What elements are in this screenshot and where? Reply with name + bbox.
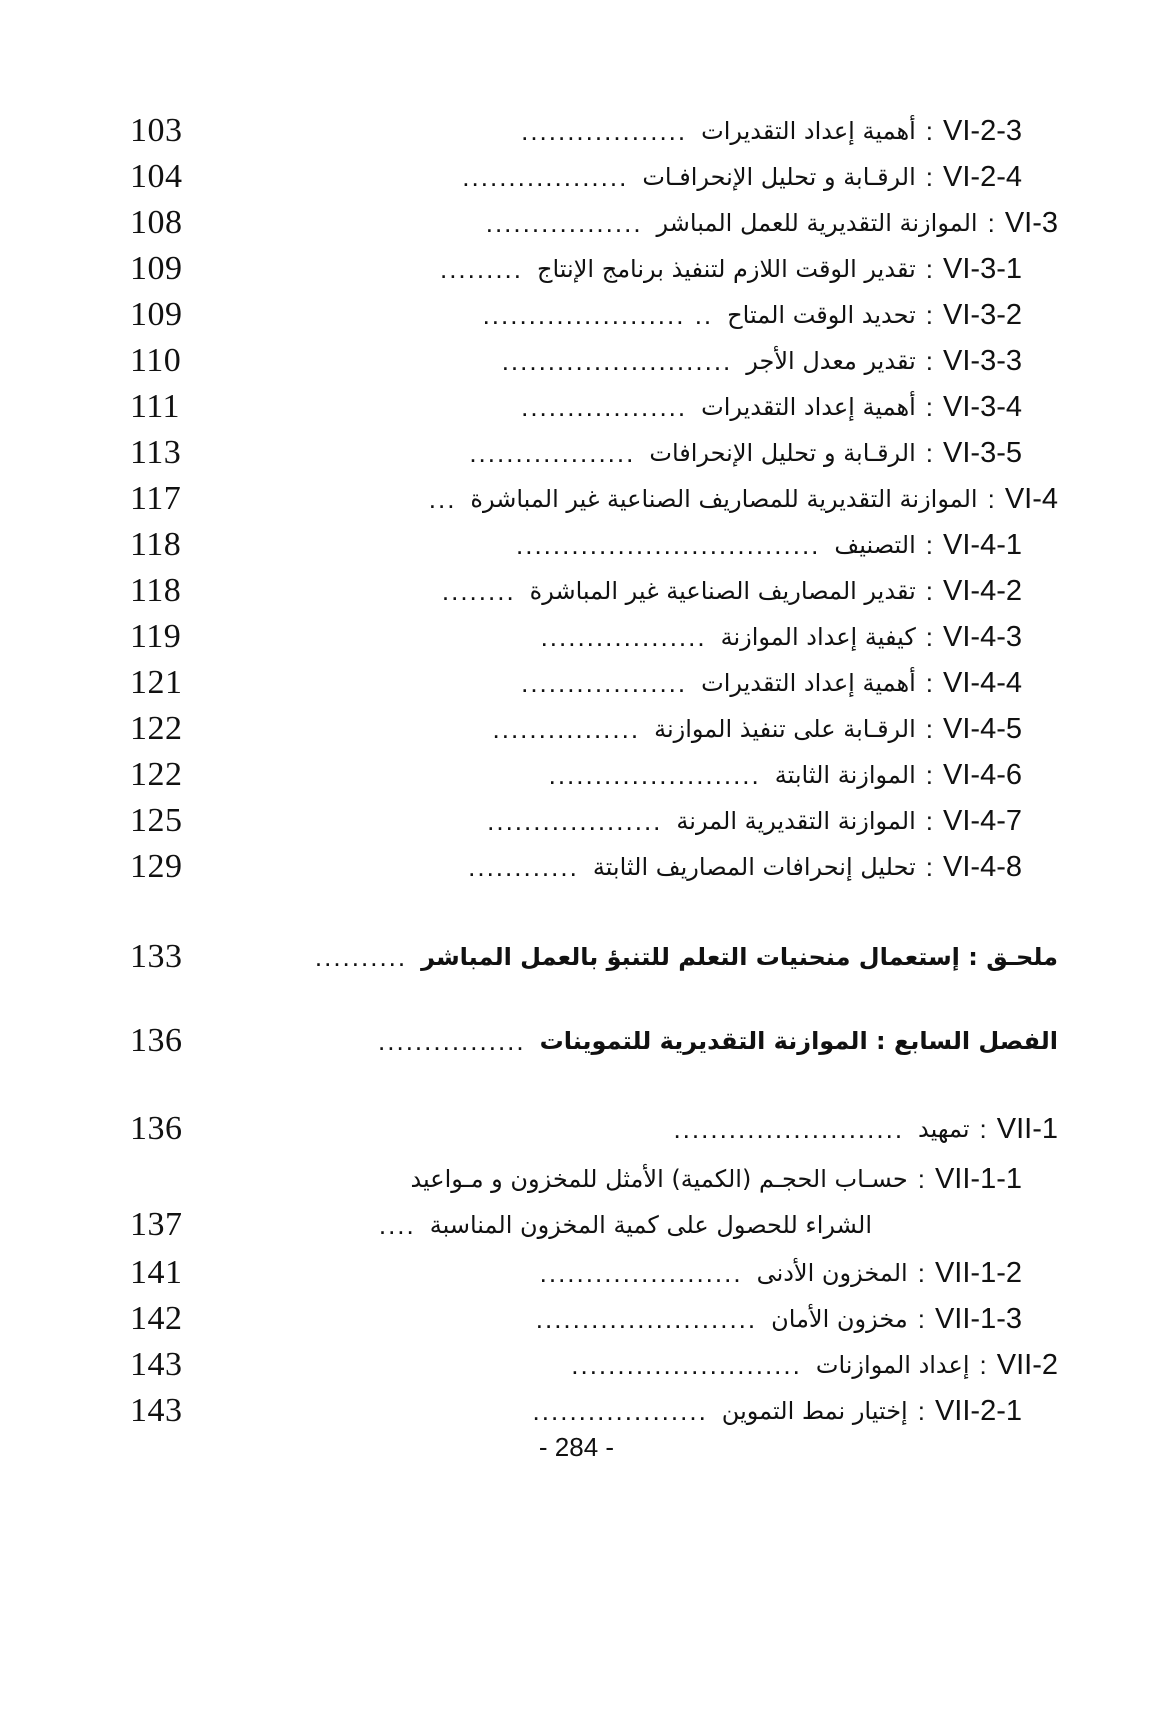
- separator: :: [925, 253, 934, 284]
- toc-entry: [130, 384, 1058, 430]
- leader-dots: ..........: [314, 941, 408, 972]
- separator: :: [925, 345, 934, 376]
- section-number: VII-1-2: [934, 1257, 1022, 1289]
- toc-entry: [130, 430, 1058, 476]
- leader-dots: ...................: [532, 1395, 708, 1426]
- leader-dots: ..................: [540, 621, 707, 652]
- section-title: حسـاب الحجـم (الكمية) الأمثل للمخزون و مـواعيد: [410, 1165, 908, 1193]
- section-number: VI-4-5: [943, 713, 1022, 745]
- separator: :: [925, 115, 934, 146]
- section-title: الرقـابة على تنفيذ الموازنة: [654, 715, 916, 743]
- separator: :: [917, 1163, 925, 1194]
- toc-entry: [130, 200, 1058, 246]
- leader-dots: ................: [492, 713, 641, 744]
- section-title: تقدير معدل الأجر: [746, 347, 916, 375]
- page-number: 108: [130, 204, 183, 241]
- section-title: مخزون الأمان: [771, 1305, 908, 1333]
- section-number: VI-3: [1004, 207, 1058, 239]
- appendix-title: ملحـق : إستعمال منحنيات التعلم للتنبؤ بالعمل المباشر: [421, 943, 1058, 971]
- page-number: 103: [130, 112, 183, 149]
- section-title: تقدير المصاريف الصناعية غير المباشرة: [529, 577, 916, 605]
- toc-entry: [130, 798, 1058, 844]
- section-number: VI-3-3: [943, 345, 1022, 377]
- section-number: VI-4: [1004, 483, 1058, 515]
- section-title: أهمية إعداد التقديرات: [701, 117, 916, 145]
- leader-dots: ...: [428, 483, 457, 514]
- toc-entry: [130, 292, 1058, 338]
- section-title: أهمية إعداد التقديرات: [701, 393, 916, 421]
- section-number: VII-1-1: [934, 1163, 1022, 1195]
- section-title: الموازنة التقديرية للمصاريف الصناعية غير المباشرة: [470, 485, 978, 513]
- page-number: 121: [130, 664, 183, 701]
- page-number: 141: [130, 1254, 183, 1291]
- leader-dots: .........................: [501, 345, 733, 376]
- page-number: 113: [130, 434, 182, 471]
- section-number: VI-4-1: [943, 529, 1022, 561]
- section-title: إعداد الموازنات: [815, 1351, 970, 1379]
- page-number: 142: [130, 1300, 183, 1337]
- page-number: 137: [130, 1206, 183, 1243]
- section-title: الرقـابة و تحليل الإنحرافـات: [642, 163, 916, 191]
- page-number: 118: [130, 526, 182, 563]
- section-number: VII-1: [996, 1113, 1058, 1145]
- footer-page-number: - 284 -: [538, 1432, 615, 1462]
- page-number: 129: [130, 848, 183, 885]
- section-number: VI-3-5: [943, 437, 1022, 469]
- toc-appendix-heading: [130, 934, 1058, 980]
- separator: :: [925, 851, 934, 882]
- toc-entry: [130, 614, 1058, 660]
- page-number: 119: [130, 618, 182, 655]
- toc-entry: [130, 1342, 1058, 1388]
- separator: :: [925, 667, 934, 698]
- page-number: 143: [130, 1346, 183, 1383]
- toc-entry: [130, 476, 1058, 522]
- page-number: 122: [130, 710, 183, 747]
- page-number: 117: [130, 480, 182, 517]
- leader-dots: .........................: [571, 1349, 802, 1380]
- section-number: VII-2: [996, 1349, 1058, 1381]
- toc-entry: [130, 706, 1058, 752]
- section-title: تقدير الوقت اللازم لتنفيذ برنامج الإنتاج: [537, 255, 916, 283]
- section-title: تمهيد: [918, 1115, 970, 1143]
- section-title: إختيار نمط التموين: [721, 1397, 908, 1425]
- page-number: 111: [130, 388, 180, 425]
- section-title: تحليل إنحرافات المصاريف الثابتة: [592, 853, 916, 881]
- leader-dots: ................: [378, 1025, 526, 1056]
- toc-chapter-heading: [130, 1018, 1058, 1064]
- leader-dots: ............: [468, 851, 579, 882]
- leader-dots: ......................: [539, 1257, 743, 1288]
- page-number: 133: [130, 938, 183, 975]
- leader-dots: ...................: [487, 805, 663, 836]
- leader-dots: ...................... ..: [482, 299, 714, 330]
- toc-entry: [130, 108, 1058, 154]
- toc-entry: [130, 1296, 1058, 1342]
- section-number: VI-2-4: [943, 161, 1022, 193]
- separator: :: [987, 207, 995, 238]
- separator: :: [925, 437, 934, 468]
- toc-entry: [130, 338, 1058, 384]
- section-title: الرقـابة و تحليل الإنحرافات: [649, 439, 916, 467]
- section-number: VI-4-8: [943, 851, 1022, 883]
- separator: :: [987, 483, 995, 514]
- page-number: 125: [130, 802, 183, 839]
- leader-dots: ........................: [535, 1303, 758, 1334]
- page-number: 109: [130, 250, 183, 287]
- separator: :: [979, 1349, 987, 1380]
- section-number: VI-4-3: [943, 621, 1022, 653]
- leader-dots: .................................: [516, 529, 821, 560]
- toc-entry: [130, 660, 1058, 706]
- toc-entry: [130, 522, 1058, 568]
- toc-entry: [130, 1388, 1058, 1434]
- section-title: كيفية إعداد الموازنة: [720, 623, 916, 651]
- leader-dots: .........................: [673, 1113, 905, 1144]
- section-number: VI-4-4: [943, 667, 1022, 699]
- section-title: الموازنة الثابتة: [774, 761, 916, 789]
- leader-dots: .................: [485, 207, 643, 238]
- separator: :: [925, 391, 934, 422]
- page-number: 104: [130, 158, 183, 195]
- section-number: VI-3-4: [943, 391, 1022, 423]
- section-number: VI-4-7: [943, 805, 1022, 837]
- leader-dots: ........: [441, 575, 516, 606]
- section-title-continued: الشراء للحصول على كمية المخزون المناسبة: [429, 1211, 872, 1239]
- section-number: VI-4-2: [943, 575, 1022, 607]
- toc-entry: [130, 246, 1058, 292]
- separator: :: [917, 1257, 925, 1288]
- section-title: المخزون الأدنى: [756, 1259, 908, 1287]
- leader-dots: ..................: [521, 667, 688, 698]
- section-number: VII-2-1: [934, 1395, 1022, 1427]
- toc-entry: [130, 1106, 1058, 1152]
- leader-dots: .........: [439, 253, 523, 284]
- separator: :: [925, 161, 934, 192]
- leader-dots: ....: [378, 1209, 416, 1240]
- toc-entry: [130, 752, 1058, 798]
- separator: :: [925, 805, 934, 836]
- separator: :: [925, 713, 934, 744]
- separator: :: [925, 299, 934, 330]
- separator: :: [917, 1303, 925, 1334]
- separator: :: [979, 1113, 987, 1144]
- separator: :: [925, 621, 934, 652]
- page-number: 110: [130, 342, 182, 379]
- separator: :: [925, 529, 934, 560]
- section-title: تحديد الوقت المتاح: [727, 301, 916, 329]
- toc-entry: [130, 568, 1058, 614]
- section-title: أهمية إعداد التقديرات: [701, 669, 916, 697]
- page-number: 109: [130, 296, 183, 333]
- page-number: 143: [130, 1392, 183, 1429]
- section-number: VII-1-3: [934, 1303, 1022, 1335]
- page-number: 118: [130, 572, 182, 609]
- leader-dots: .......................: [548, 759, 761, 790]
- section-number: VI-3-2: [943, 299, 1022, 331]
- section-title: الموازنة التقديرية للعمل المباشر: [656, 209, 978, 237]
- toc-entry: [130, 844, 1058, 890]
- toc-entry: [130, 1152, 1058, 1248]
- leader-dots: ..................: [469, 437, 636, 468]
- chapter-title: الفصل السابع : الموازنة التقديرية للتموينات: [539, 1027, 1058, 1055]
- leader-dots: ..................: [521, 115, 688, 146]
- page-number: 136: [130, 1110, 183, 1147]
- toc-entry: [130, 1250, 1058, 1296]
- separator: :: [925, 575, 934, 606]
- separator: :: [925, 759, 934, 790]
- leader-dots: ..................: [462, 161, 629, 192]
- leader-dots: ..................: [521, 391, 688, 422]
- section-title: الموازنة التقديرية المرنة: [676, 807, 916, 835]
- section-title: التصنيف: [834, 531, 916, 559]
- section-number: VI-4-6: [943, 759, 1022, 791]
- page-number: 122: [130, 756, 183, 793]
- page-number: 136: [130, 1022, 183, 1059]
- section-number: VI-2-3: [943, 115, 1022, 147]
- separator: :: [917, 1395, 925, 1426]
- section-number: VI-3-1: [943, 253, 1022, 285]
- toc-entry: [130, 154, 1058, 200]
